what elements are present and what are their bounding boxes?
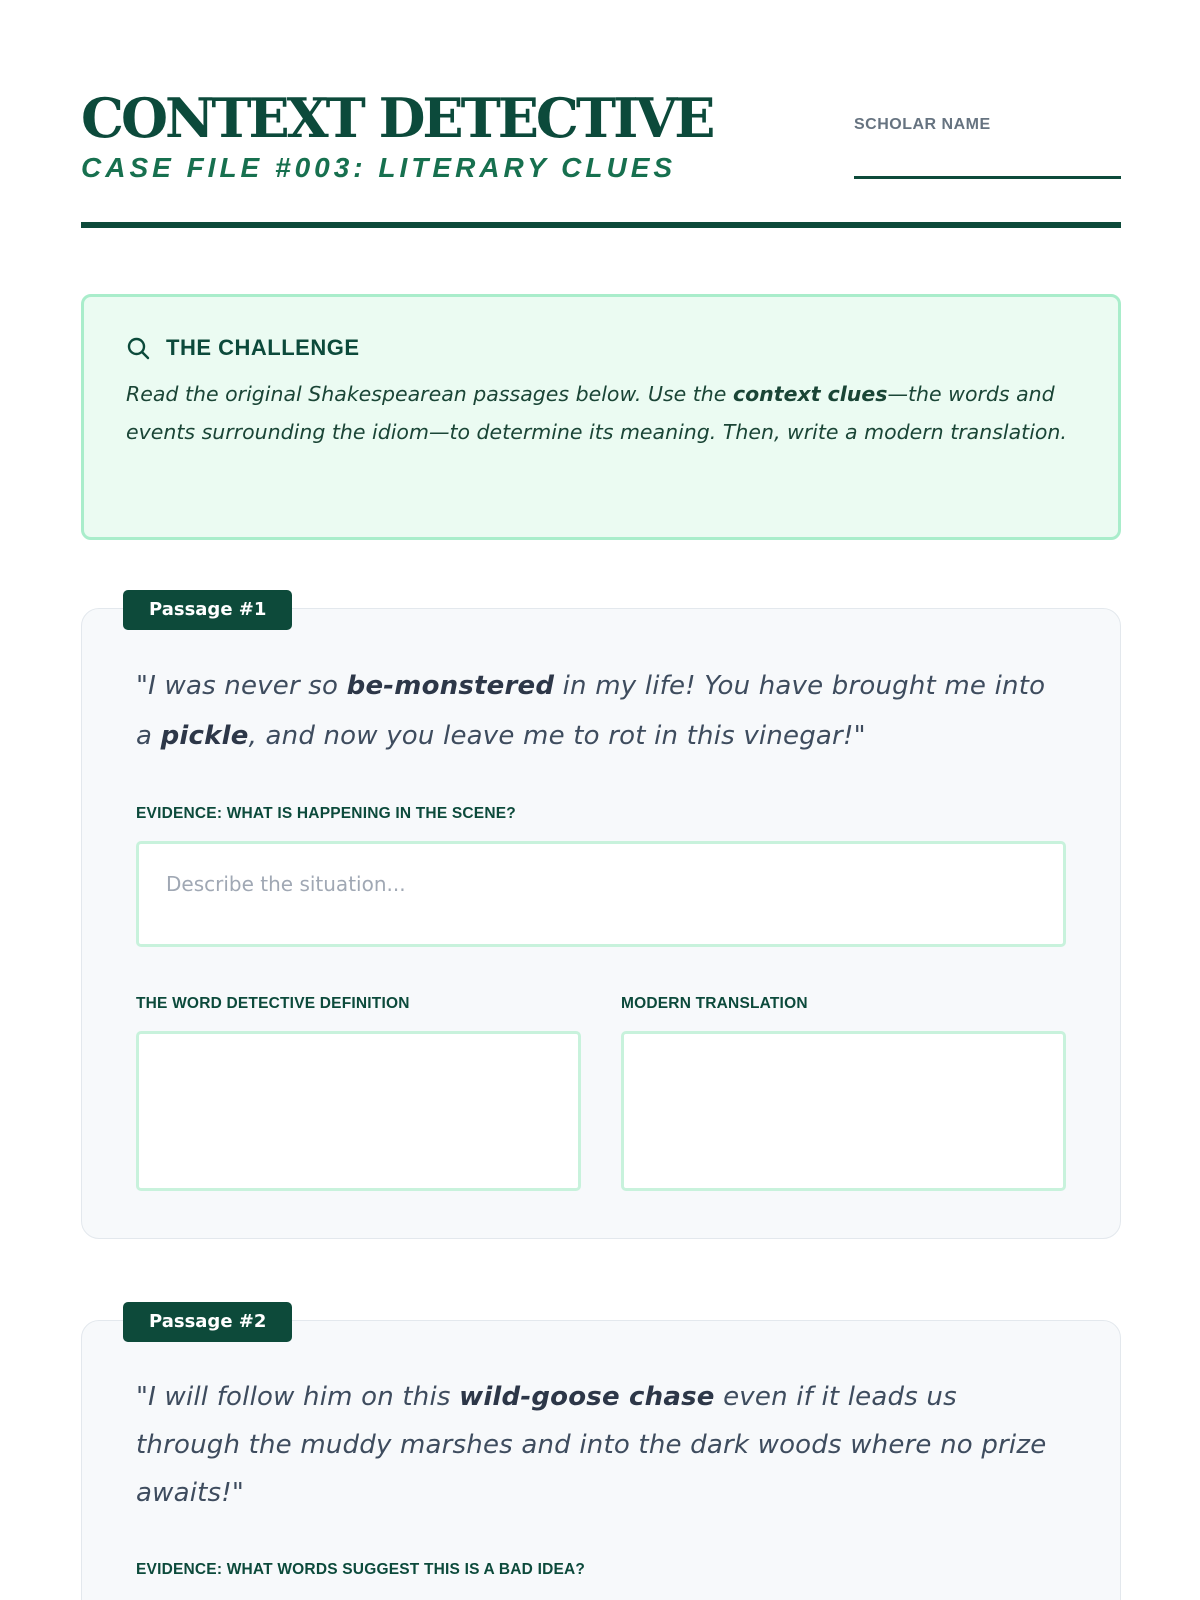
answer-columns [136,995,1066,1191]
challenge-box [81,294,1121,540]
passage-quote: "I was never so be-monstered in my life! You have brought me into a pickle, and now you leave me to rot in this vinegar!" [136,671,1046,751]
evidence-input[interactable] [136,841,1066,947]
passage-2-card [81,1311,1121,1600]
evidence-placeholder: Describe the situation... [166,872,406,896]
evidence-label: EVIDENCE: WHAT WORDS SUGGEST THIS IS A BAD IDEA? [136,1561,586,1578]
challenge-instructions: Read the original Shakespearean passages below. Use the context clues—the words and events surrounding the idiom—to determine its meaning. Then, write a modern translation. [126,382,1067,444]
evidence-label: EVIDENCE: WHAT IS HAPPENING IN THE SCENE? [136,805,516,822]
search-icon [126,336,150,360]
passage-1-card [81,599,1121,1239]
passage-badge: Passage #1 [123,590,292,630]
definition-input[interactable] [136,1031,581,1191]
definition-label: THE WORD DETECTIVE DEFINITION [136,995,410,1012]
scholar-name-line[interactable] [854,176,1121,179]
definition-column [136,995,581,1191]
case-file-subtitle: CASE FILE #003: LITERARY CLUES [81,152,677,183]
worksheet-header [81,86,1121,228]
challenge-title: THE CHALLENGE [166,335,360,360]
challenge-heading [126,335,1078,361]
scholar-name-label: SCHOLAR NAME [854,116,991,133]
translation-column [621,995,1066,1191]
passage-badge: Passage #2 [123,1302,292,1342]
translation-label: MODERN TRANSLATION [621,995,808,1012]
passage-quote: "I will follow him on this wild-goose chase even if it leads us through the muddy marshes and into the dark woods where no prize awaits!" [136,1382,1047,1508]
translation-input[interactable] [621,1031,1066,1191]
page-title: CONTEXT DETECTIVE [81,86,713,150]
scholar-name-field [854,116,1121,179]
